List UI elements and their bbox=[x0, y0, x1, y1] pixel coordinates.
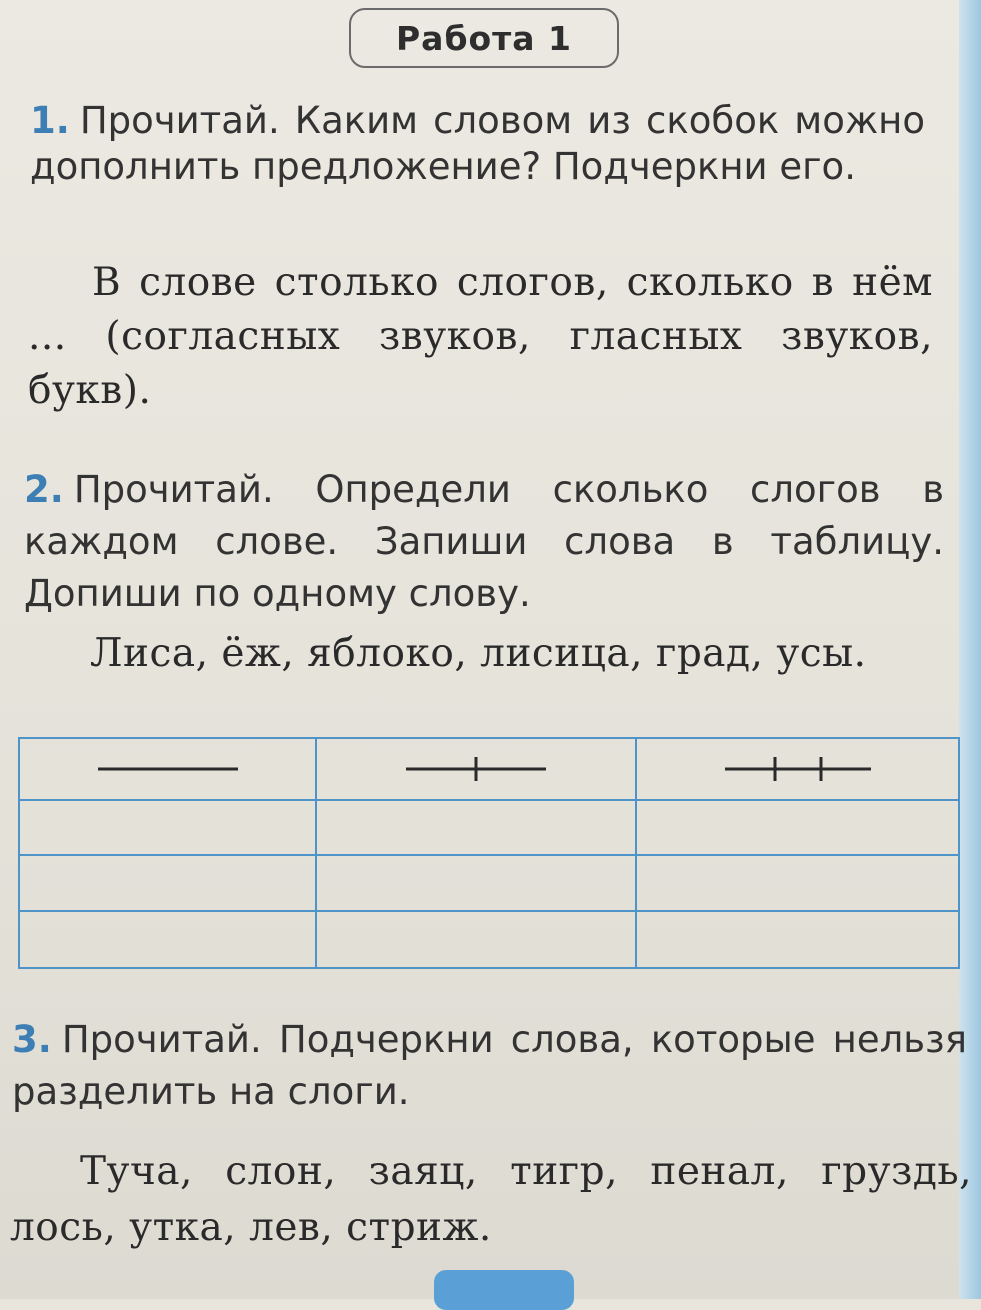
task-3-words: Туча, слон, заяц, тигр, пенал, груздь, лось, утка, лев, стриж. bbox=[10, 1149, 972, 1250]
table-cell[interactable] bbox=[637, 856, 958, 911]
page-number-tab bbox=[434, 1270, 574, 1310]
table-header-2-syllable bbox=[317, 739, 637, 801]
two-syllable-scheme-icon bbox=[406, 754, 546, 784]
task-1-number: 1. bbox=[30, 99, 70, 142]
work-title: Работа 1 bbox=[349, 8, 619, 68]
task-1-text: Прочитай. Каким словом из скобок можно дополнить предложение? Подчеркни его. bbox=[30, 99, 925, 188]
table-header-1-syllable bbox=[20, 739, 317, 801]
task-2-number: 2. bbox=[24, 468, 64, 511]
task-2-text: Прочитай. Определи сколько слогов в каждом слове. Запиши слова в таблицу. Допиши по одному слову. bbox=[24, 468, 944, 615]
task-2-instruction bbox=[24, 464, 944, 620]
table-cell[interactable] bbox=[317, 912, 637, 967]
table-cell[interactable] bbox=[317, 856, 637, 911]
table-cell[interactable] bbox=[20, 801, 317, 856]
table-header-3-syllable bbox=[637, 739, 958, 801]
one-syllable-scheme-icon bbox=[98, 754, 238, 784]
task-1-sentence: В слове столько слогов, сколько в нём ... (согласных звуков, гласных звуков, букв). bbox=[28, 260, 933, 413]
task-3-number: 3. bbox=[12, 1018, 52, 1061]
table-cell[interactable] bbox=[317, 801, 637, 856]
task-1-instruction bbox=[30, 98, 925, 190]
syllable-table bbox=[18, 737, 960, 969]
task-3-instruction bbox=[12, 1014, 967, 1118]
table-cell[interactable] bbox=[20, 912, 317, 967]
task-2-words: Лиса, ёж, яблоко, лисица, град, усы. bbox=[90, 631, 867, 676]
table-cell[interactable] bbox=[637, 801, 958, 856]
table-cell[interactable] bbox=[637, 912, 958, 967]
table-cell[interactable] bbox=[20, 856, 317, 911]
three-syllable-scheme-icon bbox=[725, 754, 871, 784]
task-3-text: Прочитай. Подчеркни слова, которые нельзя разделить на слоги. bbox=[12, 1018, 967, 1113]
